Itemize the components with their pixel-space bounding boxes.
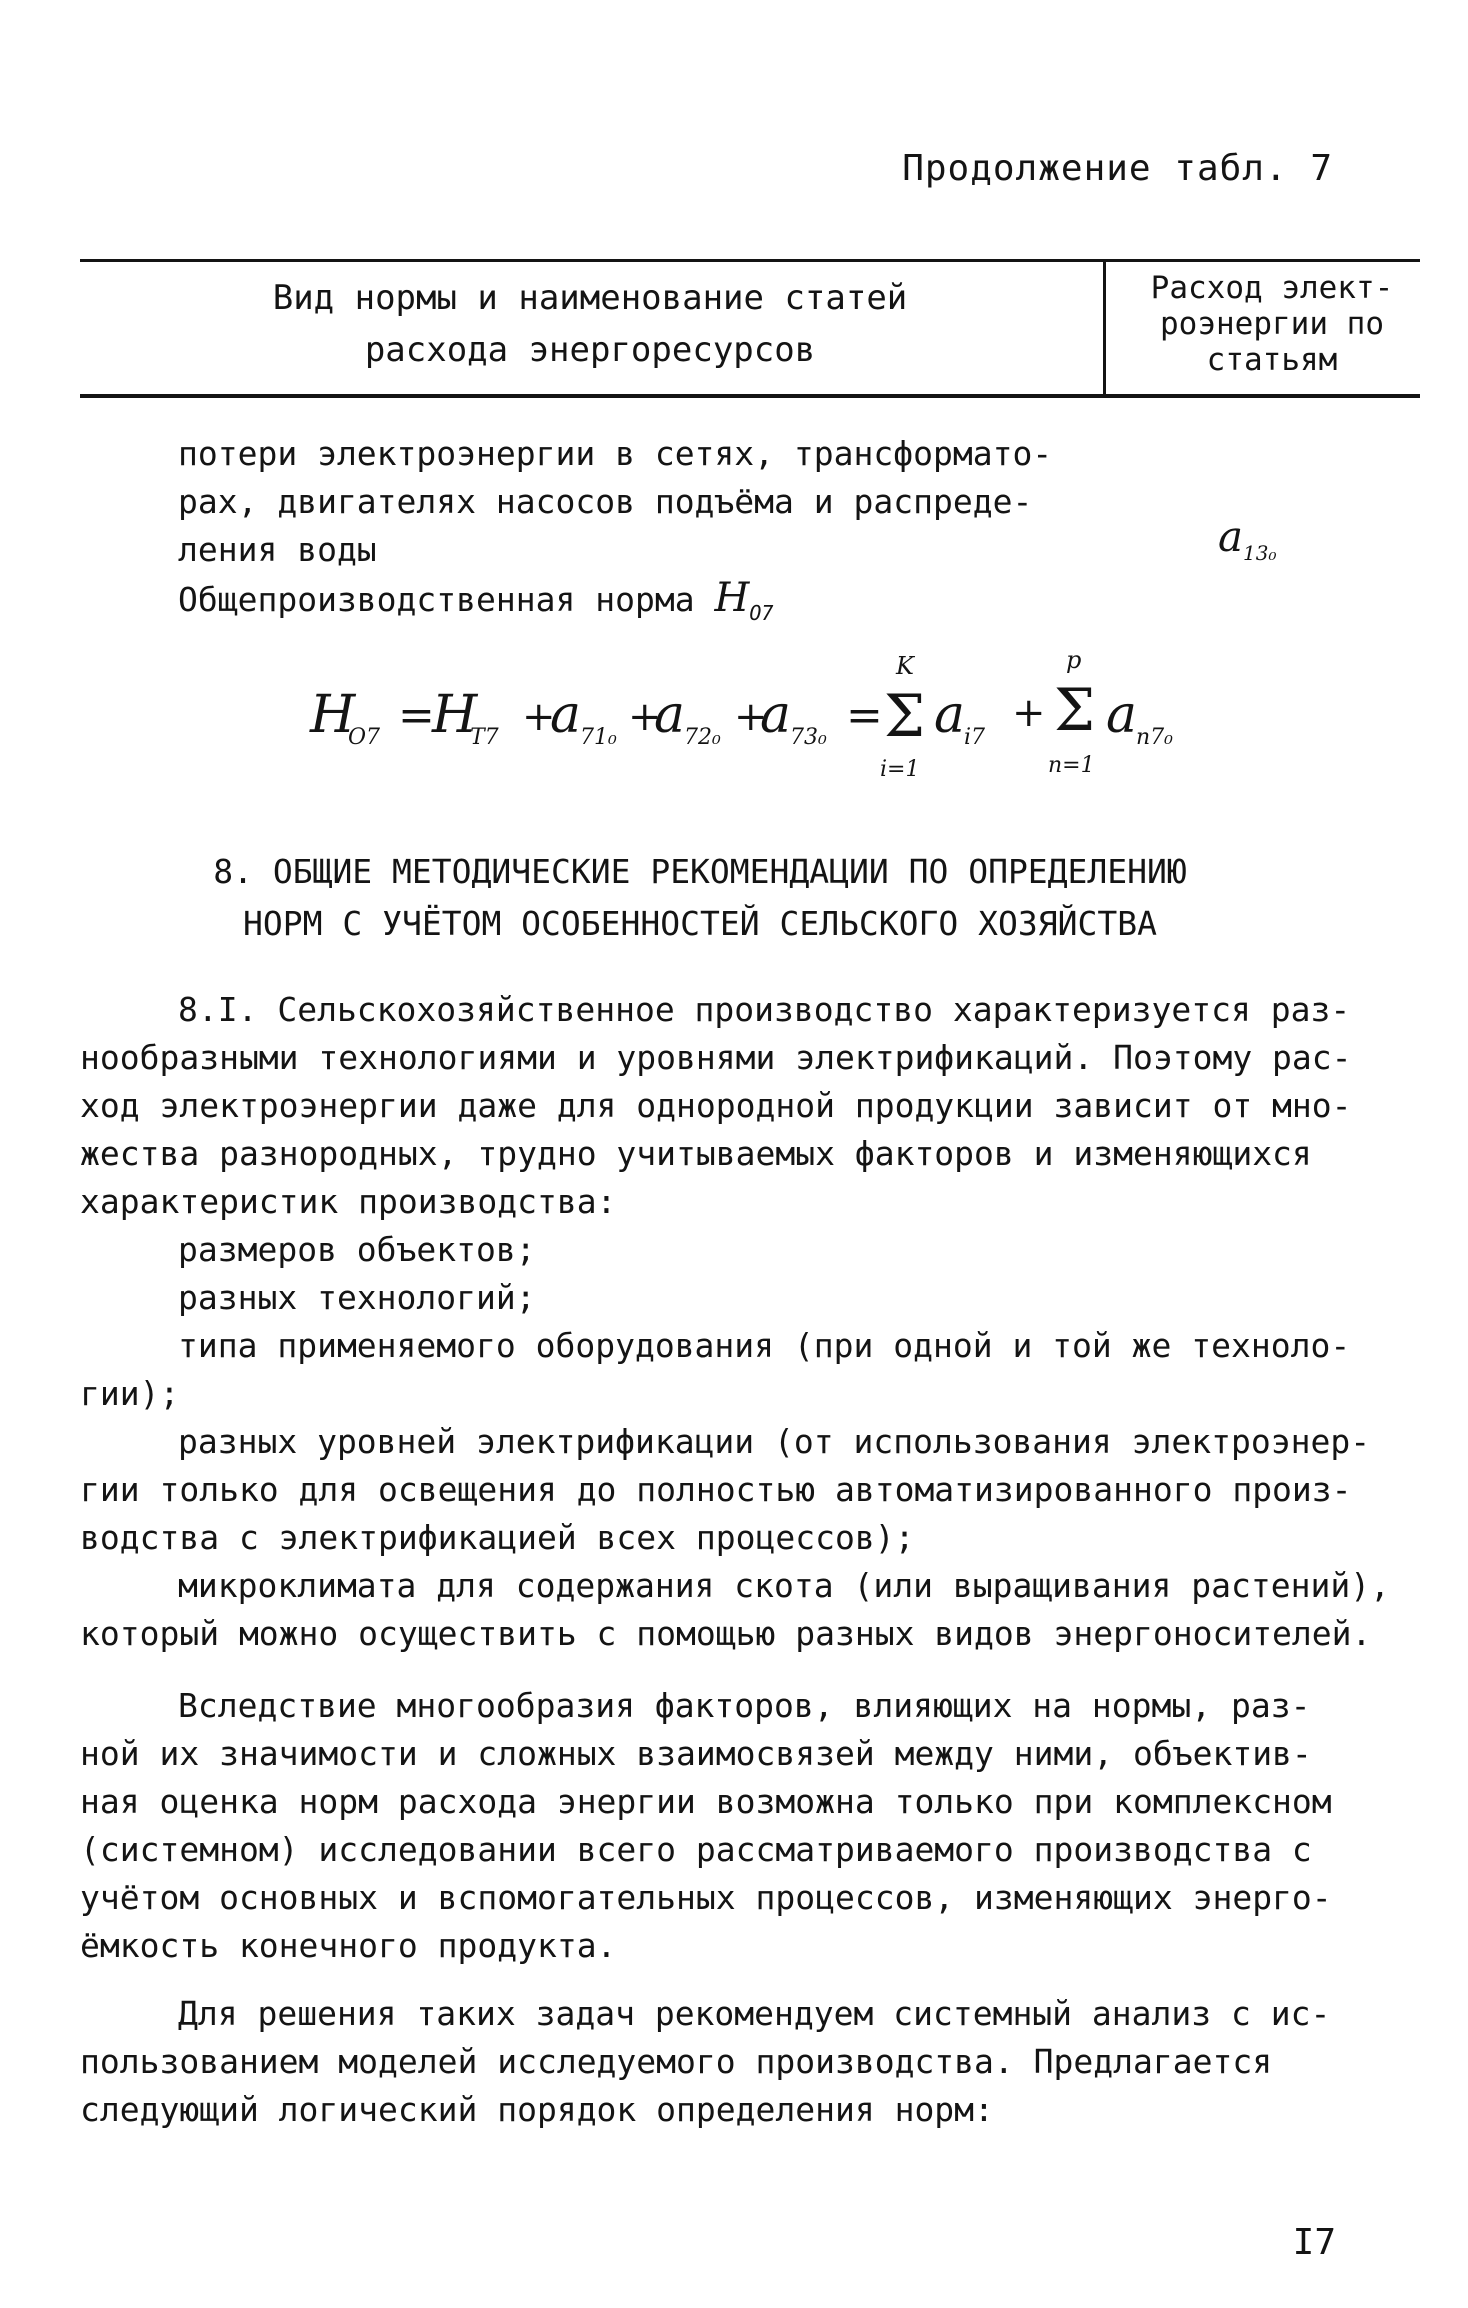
sum-2-term-sub: n7₀ [1136, 725, 1173, 750]
list-item: микроклимата для содержания скота (или выращивания растений), [178, 1566, 1390, 1605]
list-item-continuation: водства с электрификацией всех процессов); [80, 1518, 915, 1557]
sum-1-term: a [934, 685, 966, 745]
text-line: Для решения таких задач рекомендуем системный анализ с ис- [178, 1994, 1331, 2033]
row-consumption-value [1218, 512, 1277, 565]
page-number: I7 [1292, 2222, 1336, 2263]
general-norm-subscript: O7 [749, 601, 774, 625]
row-line: потери электроэнергии в сетях, трансформато- [178, 434, 1053, 473]
sum-1-upper: K [896, 652, 914, 680]
formula-equals: = [846, 690, 883, 741]
text-line: ход электроэнергии даже для однородной продукции зависит от мно- [80, 1086, 1352, 1125]
text-line: характеристик производства: [80, 1182, 617, 1221]
column-header-line: роэнергии по [1160, 306, 1384, 342]
formula-lhs: H [310, 685, 356, 745]
list-item-continuation: гии только для освещения до полностью автоматизированного произ- [80, 1470, 1352, 1509]
list-item: разных уровней электрификации (от использования электроэнер- [178, 1422, 1371, 1461]
text-line: пользованием моделей исследуемого производства. Предлагается [80, 2042, 1273, 2081]
formula-term-3-sub: 72₀ [684, 725, 721, 750]
text-line: жества разнородных, трудно учитываемых факторов и изменяющихся [80, 1134, 1312, 1173]
text-line: (системном) исследовании всего рассматриваемого производства с [80, 1830, 1312, 1869]
row-line: ления воды [178, 530, 377, 569]
paragraph-system-analysis [80, 1990, 1400, 2134]
column-header-line: статьям [1206, 342, 1338, 378]
factor-list [80, 1226, 1400, 1658]
value-subscript: 13₀ [1243, 541, 1277, 565]
norm-formula [310, 640, 1230, 790]
sum-1-term-sub: i7 [964, 725, 986, 750]
value-symbol: a [1218, 512, 1244, 561]
sum-2-lower: n=1 [1048, 753, 1095, 778]
row-line: рах, двигателях насосов подъёма и распреде- [178, 482, 1033, 521]
text-line: учётом основных и вспомогательных процессов, изменяющих энерго- [80, 1878, 1332, 1917]
general-norm-label: Общепроизводственная норма [178, 580, 695, 619]
formula-term-4: a [760, 685, 792, 745]
column-header-norm-type [80, 270, 1100, 378]
table-header-rule [80, 394, 1420, 398]
text-line: нообразными технологиями и уровнями электрификаций. Поэтому рас- [80, 1038, 1352, 1077]
table-column-divider [1103, 259, 1106, 394]
formula-svg [310, 640, 1230, 790]
table-continuation-label: Продолжение табл. 7 [902, 148, 1333, 189]
text-line: 8.I. Сельскохозяйственное производство характеризуется раз- [178, 990, 1351, 1029]
paragraph-8-1 [80, 986, 1400, 1226]
section-heading-line: 8. ОБЩИЕ МЕТОДИЧЕСКИЕ РЕКОМЕНДАЦИИ ПО ОПРЕДЕЛЕНИЮ [213, 852, 1187, 891]
list-item: размеров объектов; [178, 1230, 536, 1269]
formula-plus: + [734, 694, 768, 740]
text-line: следующий логический порядок определения норм: [80, 2090, 994, 2129]
formula-plus: + [1012, 690, 1046, 736]
text-line: Вследствие многообразия факторов, влияющих на нормы, раз- [178, 1686, 1311, 1725]
column-header-line: Расход элект- [1150, 270, 1394, 306]
column-header-line: расхода энергоресурсов [364, 330, 816, 370]
formula-term-1: H [432, 685, 478, 745]
formula-term-2: a [550, 685, 582, 745]
column-header-consumption [1112, 268, 1432, 380]
sum-2-upper: p [1066, 646, 1082, 674]
formula-equals: = [398, 690, 435, 741]
formula-term-1-sub: T7 [470, 725, 499, 750]
sum-1-lower: i=1 [880, 757, 920, 782]
column-header-line: Вид нормы и наименование статей [272, 278, 908, 318]
general-norm-line [178, 574, 1052, 637]
sum-2-term: a [1106, 685, 1138, 745]
section-heading-line: НОРМ С УЧЁТОМ ОСОБЕННОСТЕЙ СЕЛЬСКОГО ХОЗЯЙСТВА [243, 904, 1157, 943]
table-top-rule [80, 259, 1420, 262]
list-item-continuation: гии); [80, 1374, 180, 1413]
sum-1-symbol: Σ [884, 682, 926, 750]
formula-plus: + [522, 694, 556, 740]
general-norm-symbol: H [714, 575, 750, 621]
list-item-continuation: который можно осуществить с помощью разных видов энергоносителей. [80, 1614, 1372, 1653]
list-item: типа применяемого оборудования (при одной и той же техноло- [178, 1326, 1351, 1365]
formula-term-2-sub: 71₀ [580, 725, 617, 750]
text-line: ёмкость конечного продукта. [80, 1926, 617, 1965]
paragraph-factors [80, 1682, 1400, 1970]
sum-2-symbol: Σ [1054, 676, 1096, 744]
text-line: ной их значимости и сложных взаимосвязей между ними, объектив- [80, 1734, 1312, 1773]
formula-lhs-sub: O7 [348, 725, 381, 750]
formula-plus: + [628, 694, 662, 740]
text-line: ная оценка норм расхода энергии возможна только при комплексном [80, 1782, 1332, 1821]
section-heading [200, 846, 1200, 950]
formula-term-3: a [654, 685, 686, 745]
formula-term-4-sub: 73₀ [790, 725, 827, 750]
table-row-text [178, 430, 1052, 637]
list-item: разных технологий; [178, 1278, 536, 1317]
